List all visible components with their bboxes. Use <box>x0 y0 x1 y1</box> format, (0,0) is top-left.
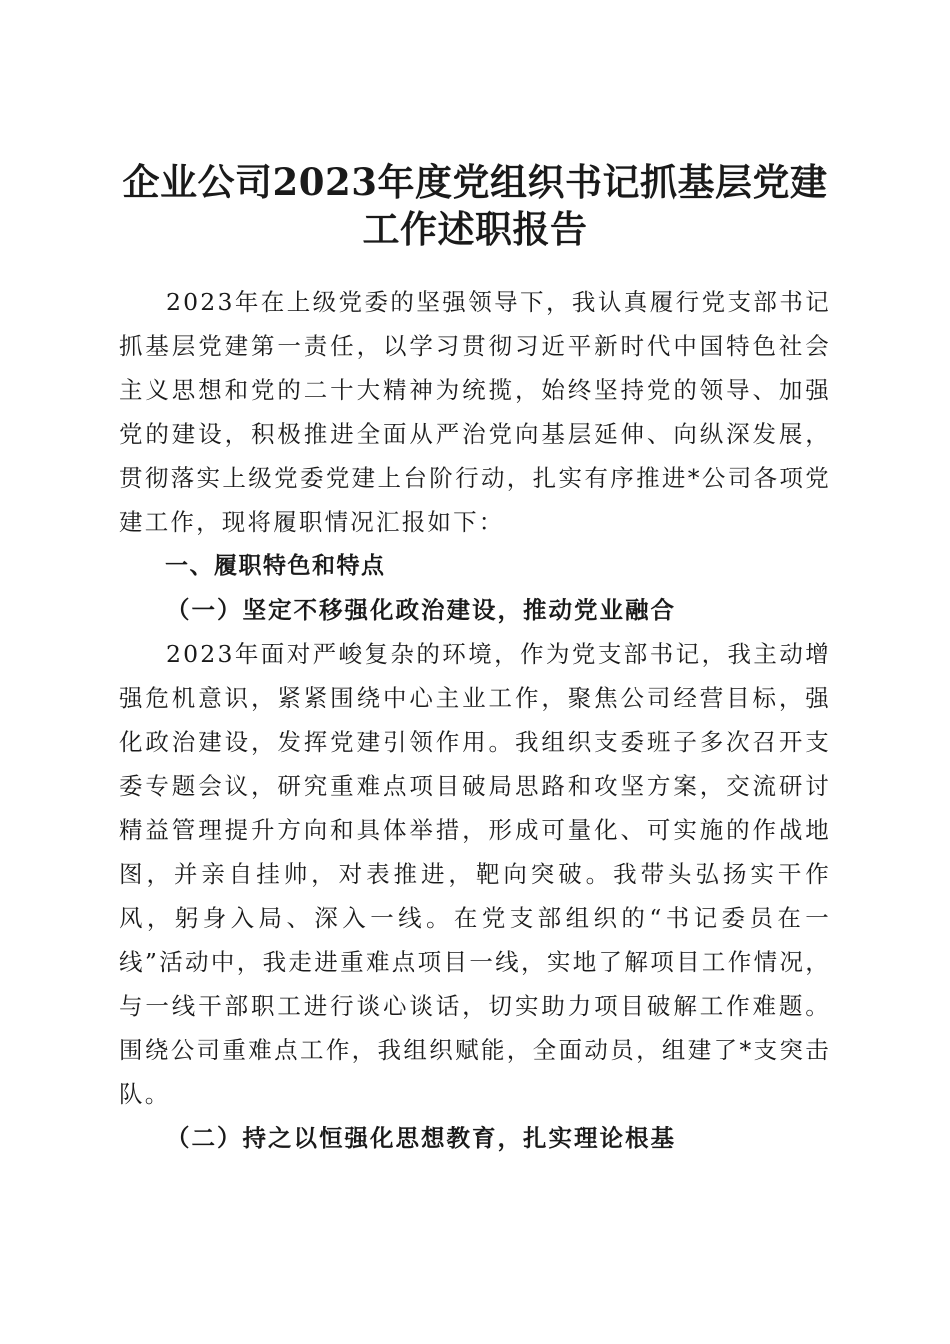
subsection-1-paragraph: 2023年面对严峻复杂的环境，作为党支部书记，我主动增强危机意识，紧紧围绕中心主业工作，聚焦公司经营目标，强化政治建设，发挥党建引领作用。我组织支委班子多次召开支委专题会议，研究重难点项目破局思路和攻坚方案，交流研讨精益管理提升方向和具体举措，形成可量化、可实施的作战地图，并亲自挂帅，对表推进，靶向突破。我带头弘扬实干作风，躬身入局、深入一线。在党支部组织的“书记委员在一线”活动中，我走进重难点项目一线，实地了解项目工作情况，与一线干部职工进行谈心谈话，切实助力项目破解工作难题。围绕公司重难点工作，我组织赋能，全面动员，组建了*支突击队。 <box>119 640 831 1108</box>
document-body <box>119 280 831 1160</box>
subsection-heading-2: （二）持之以恒强化思想教育，扎实理论根基 <box>166 1124 676 1152</box>
section-heading-1: 一、履职特色和特点 <box>165 553 386 579</box>
subsection-heading-1: （一）坚定不移强化政治建设，推动党业融合 <box>166 596 676 624</box>
intro-paragraph: 2023年在上级党委的坚强领导下，我认真履行党支部书记抓基层党建第一责任，以学习贯彻习近平新时代中国特色社会主义思想和党的二十大精神为统揽，始终坚持党的领导、加强党的建设，积极推进全面从严治党向基层延伸、向纵深发展，贯彻落实上级党委党建上台阶行动，扎实有序推进*公司各项党建工作，现将履职情况汇报如下： <box>119 288 831 536</box>
document-title: 企业公司2023年度党组织书记抓基层党建工作述职报告 <box>122 159 828 251</box>
